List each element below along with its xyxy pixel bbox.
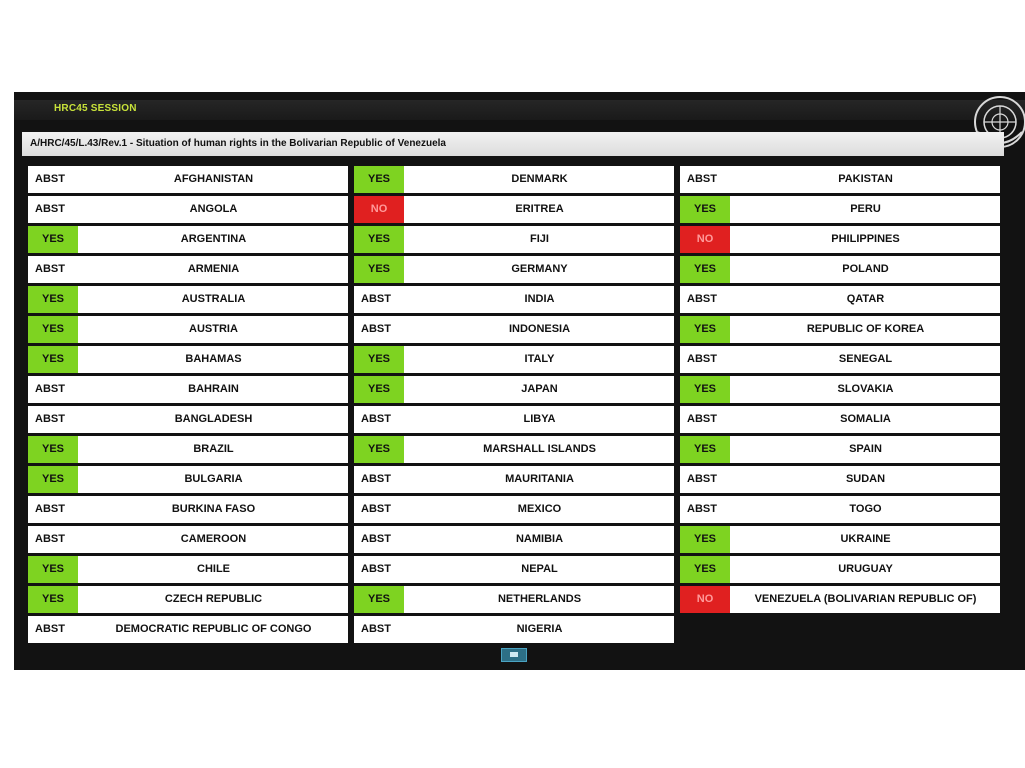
country-name: ERITREA [515,203,564,215]
vote-row [680,526,1000,553]
vote-row [28,586,348,613]
country-name: CAMEROON [180,533,247,545]
vote-column-3 [680,166,1000,616]
country-name: PERU [850,203,881,215]
vote-badge-abst: ABST [28,406,78,433]
country-name: BAHAMAS [185,353,242,365]
country-name: CZECH REPUBLIC [164,593,263,605]
country-name: BANGLADESH [174,413,253,425]
country-name: GERMANY [511,263,568,275]
vote-badge-abst: ABST [28,496,78,523]
vote-badge-yes: YES [680,196,730,223]
vote-row [680,406,1000,433]
vote-column-2 [354,166,674,646]
vote-row [28,166,348,193]
session-bar [14,100,1025,120]
country-name: NAMIBIA [515,533,564,545]
country-name: SOMALIA [840,413,891,425]
vote-row [354,376,674,403]
vote-badge-abst: ABST [680,346,730,373]
vote-badge-abst: ABST [28,526,78,553]
country-name: PAKISTAN [838,173,893,185]
vote-row [28,556,348,583]
vote-row [28,406,348,433]
vote-badge-yes: YES [680,556,730,583]
vote-row [28,466,348,493]
vote-badge-yes: YES [28,226,78,253]
vote-badge-abst: ABST [354,526,404,553]
country-name: ARGENTINA [180,233,247,245]
country-name: BURKINA FASO [171,503,256,515]
vote-badge-yes: YES [680,256,730,283]
vote-badge-yes: YES [680,436,730,463]
vote-badge-abst: ABST [354,316,404,343]
vote-row [28,496,348,523]
vote-badge-yes: YES [28,466,78,493]
vote-row [354,586,674,613]
country-name: JAPAN [521,383,558,395]
vote-badge-abst: ABST [354,286,404,313]
vote-row [680,466,1000,493]
country-name: BULGARIA [184,473,243,485]
vote-row [680,346,1000,373]
vote-row [354,556,674,583]
vote-badge-yes: YES [354,256,404,283]
country-name: INDONESIA [508,323,571,335]
country-name: FIJI [530,233,549,245]
vote-badge-yes: YES [28,436,78,463]
country-name: DEMOCRATIC REPUBLIC OF CONGO [115,623,312,635]
country-name: AFGHANISTAN [173,173,254,185]
vote-badge-abst: ABST [680,496,730,523]
vote-column-1 [28,166,348,646]
vote-badge-no: NO [680,226,730,253]
vote-row [28,286,348,313]
vote-row [28,346,348,373]
vote-row [28,256,348,283]
country-name: MAURITANIA [505,473,574,485]
vote-badge-yes: YES [354,346,404,373]
country-name: SUDAN [845,473,886,485]
country-name: BRAZIL [193,443,234,455]
vote-badge-yes: YES [28,346,78,373]
vote-row [28,226,348,253]
vote-row [680,256,1000,283]
country-name: QATAR [846,293,885,305]
vote-badge-abst: ABST [354,616,404,643]
vote-row [354,406,674,433]
vote-row [354,316,674,343]
vote-badge-yes: YES [354,166,404,193]
vote-row [680,436,1000,463]
vote-badge-abst: ABST [354,406,404,433]
vote-row [354,226,674,253]
vote-row [28,316,348,343]
vote-row [354,466,674,493]
vote-row [28,376,348,403]
country-name: ANGOLA [189,203,238,215]
country-name: VENEZUELA (BOLIVARIAN REPUBLIC OF) [754,593,977,605]
vote-row [354,256,674,283]
vote-badge-abst: ABST [28,376,78,403]
session-title: HRC45 SESSION [54,103,137,114]
vote-badge-abst: ABST [680,166,730,193]
vote-badge-yes: YES [28,316,78,343]
resolution-bar [22,132,1004,156]
vote-row [28,526,348,553]
vote-badge-yes: YES [28,556,78,583]
country-name: SENEGAL [838,353,893,365]
vote-badge-abst: ABST [28,616,78,643]
vote-row [354,166,674,193]
vote-row [680,226,1000,253]
country-name: REPUBLIC OF KOREA [806,323,925,335]
vote-row [680,166,1000,193]
country-name: UKRAINE [840,533,891,545]
vote-badge-abst: ABST [354,466,404,493]
vote-row [680,496,1000,523]
country-name: AUSTRALIA [181,293,246,305]
vote-badge-abst: ABST [354,496,404,523]
country-name: CHILE [197,563,230,575]
vote-badge-yes: YES [354,586,404,613]
vote-badge-abst: ABST [28,196,78,223]
country-name: NETHERLANDS [497,593,582,605]
vote-row [28,196,348,223]
country-name: INDIA [524,293,555,305]
vote-badge-abst: ABST [28,256,78,283]
vote-row [354,496,674,523]
country-name: NEPAL [521,563,558,575]
vote-row [354,616,674,643]
vote-badge-yes: YES [680,376,730,403]
country-name: PHILIPPINES [831,233,900,245]
vote-row [354,436,674,463]
vote-badge-no: NO [354,196,404,223]
vote-badge-abst: ABST [680,286,730,313]
vote-row [680,556,1000,583]
screen-toggle-icon[interactable] [501,648,527,662]
vote-badge-yes: YES [680,526,730,553]
country-name: NIGERIA [516,623,563,635]
vote-badge-abst: ABST [680,406,730,433]
country-name: DENMARK [511,173,568,185]
vote-badge-yes: YES [354,376,404,403]
country-name: LIBYA [523,413,556,425]
country-name: TOGO [849,503,882,515]
vote-results-screen [14,92,1025,670]
vote-badge-abst: ABST [354,556,404,583]
vote-row [680,586,1000,613]
country-name: URUGUAY [838,563,893,575]
vote-badge-yes: YES [28,586,78,613]
vote-badge-yes: YES [28,286,78,313]
vote-row [354,346,674,373]
country-name: ARMENIA [187,263,240,275]
vote-row [354,526,674,553]
vote-badge-yes: YES [680,316,730,343]
country-name: MEXICO [517,503,562,515]
country-name: AUSTRIA [189,323,238,335]
vote-badge-no: NO [680,586,730,613]
vote-row [354,286,674,313]
country-name: POLAND [842,263,889,275]
vote-row [680,316,1000,343]
vote-row [28,436,348,463]
country-name: SPAIN [849,443,882,455]
screen-toggle-dot [510,652,518,657]
country-name: ITALY [524,353,555,365]
vote-row [28,616,348,643]
vote-badge-yes: YES [354,436,404,463]
country-name: MARSHALL ISLANDS [483,443,596,455]
resolution-title: A/HRC/45/L.43/Rev.1 - Situation of human rights in the Bolivarian Republic of Venezuela [30,138,446,149]
country-name: SLOVAKIA [837,383,894,395]
vote-badge-abst: ABST [680,466,730,493]
vote-badge-yes: YES [354,226,404,253]
vote-row [354,196,674,223]
vote-row [680,196,1000,223]
vote-row [680,376,1000,403]
country-name: BAHRAIN [188,383,239,395]
vote-badge-abst: ABST [28,166,78,193]
vote-row [680,286,1000,313]
